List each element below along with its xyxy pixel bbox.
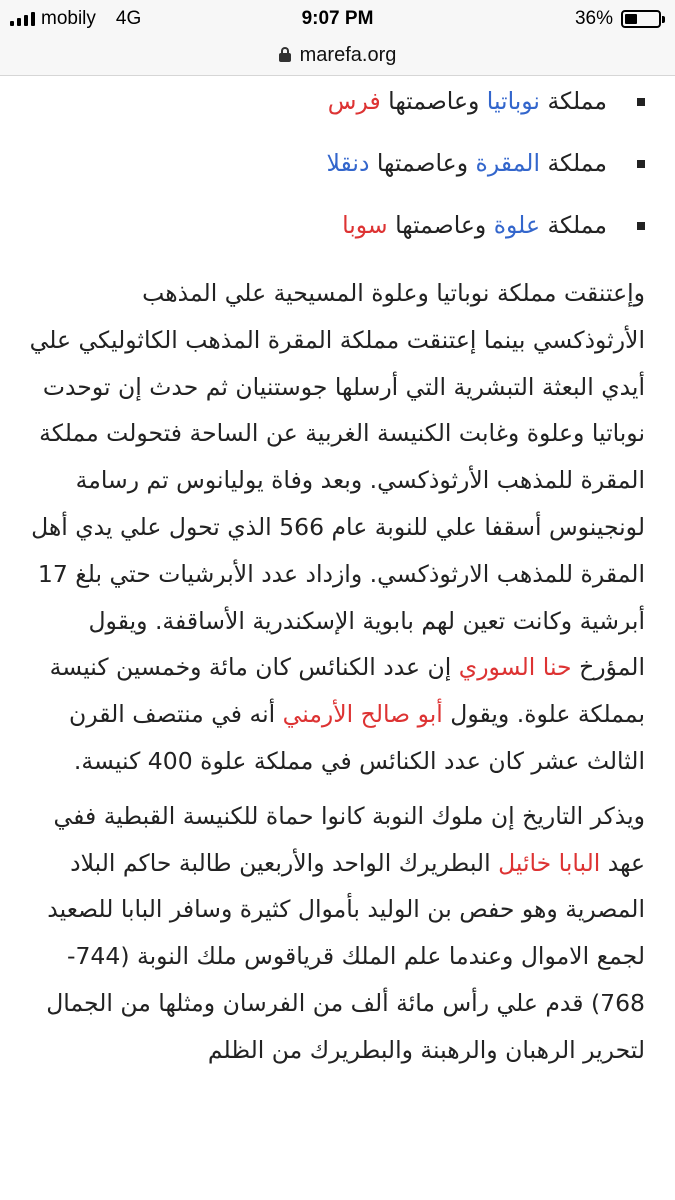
status-bar (0, 0, 675, 36)
kingdom-name-link[interactable]: نوباتيا (486, 87, 540, 115)
battery-cap (662, 16, 665, 23)
article-paragraph (24, 270, 645, 785)
paragraph-text: إن عدد الكنائس كان مائة وخمسين كنيسة بمملكة علوة. ويقول (49, 653, 645, 729)
paragraph-text: وإعتنقت مملكة نوباتيا وعلوة المسيحية علي المذهب الأرثوذكسي بينما إعتنقت مملكة المقرة المذهب الكاثوليكي علي أيدي البعثة التبشرية التي أرسلها جوستنيان ثم حدث إن توحدت نوباتيا وعلوة وغابت الكنيسة الغربية عن الساحة فتحولت مملكة المقرة للمذهب الأرثوذكسي. وبعد وفاة يوليانوس تم رسامة لونجينوس أسقفا علي للنوبة عام 566 الذي تحول علي يدي أهل المقرة للمذهب الارثوذكسي. وازداد عدد الأبرشيات حتي بلغ 17 أبرشية وكانت تعين لهم بابوية الإسكندرية الأساقفة. ويقول المؤرخ (29, 279, 645, 682)
kingdom-capital-link[interactable]: فرس (327, 87, 381, 115)
link-abu-saleh-the-armenian[interactable]: أبو صالح الأرمني (282, 700, 443, 729)
kingdom-list-item (24, 204, 645, 266)
kingdom-name-link[interactable]: المقرة (475, 149, 540, 177)
paragraph-text: البطريرك الواحد والأربعين طالبة حاكم البلاد المصرية وهو حفص بن الوليد بأموال كثيرة وسافر البابا للصعيد لجمع الاموال وعندما علم الملك قرياقوس ملك النوبة (744-768) قدم علي رأس مائة ألف من الفرسان ومثلها من الجمال لتحرير الرهبان والرهبنة والبطريرك من الظلم (46, 848, 645, 1064)
kingdom-prefix: مملكة (539, 211, 607, 239)
article-paragraph (24, 793, 645, 1074)
paragraph-text: أنه في منتصف القرن الثالث عشر كان عدد الكنائس في مملكة علوة 400 كنيسة. (69, 700, 645, 775)
carrier-name: mobily (41, 8, 96, 29)
kingdoms-list (24, 80, 645, 266)
link-pope-khael[interactable]: البابا خائيل (498, 848, 601, 877)
lock-icon (279, 47, 291, 63)
link-hanna-the-syrian[interactable]: حنا السوري (458, 653, 572, 682)
article-content (0, 76, 675, 1200)
network-type: 4G (115, 8, 142, 29)
bullet-icon (637, 98, 645, 106)
battery-icon (621, 10, 661, 28)
kingdom-list-item (24, 142, 645, 204)
status-bar-right (575, 8, 661, 30)
kingdom-middle-text: وعاصمتها (369, 149, 476, 177)
kingdom-middle-text: وعاصمتها (387, 211, 494, 239)
paragraph-text: ويذكر التاريخ إن ملوك النوبة كانوا حماة للكنيسة القبطية ففي عهد (53, 801, 645, 877)
bullet-icon (637, 160, 645, 168)
kingdom-middle-text: وعاصمتها (380, 87, 487, 115)
url-domain: marefa.org (299, 44, 397, 66)
kingdom-name-link[interactable]: علوة (493, 211, 540, 239)
kingdom-list-item (24, 80, 645, 142)
battery-fill (625, 14, 637, 24)
battery-percent: 36% (574, 8, 613, 29)
kingdom-prefix: مملكة (539, 87, 607, 115)
bullet-icon (637, 222, 645, 230)
clock: 9:07 PM (301, 8, 374, 29)
kingdom-prefix: مملكة (539, 149, 607, 177)
kingdom-capital-link[interactable]: سوبا (342, 211, 388, 239)
url-bar[interactable] (0, 36, 675, 76)
kingdom-capital-link[interactable]: دنقلا (326, 149, 370, 177)
